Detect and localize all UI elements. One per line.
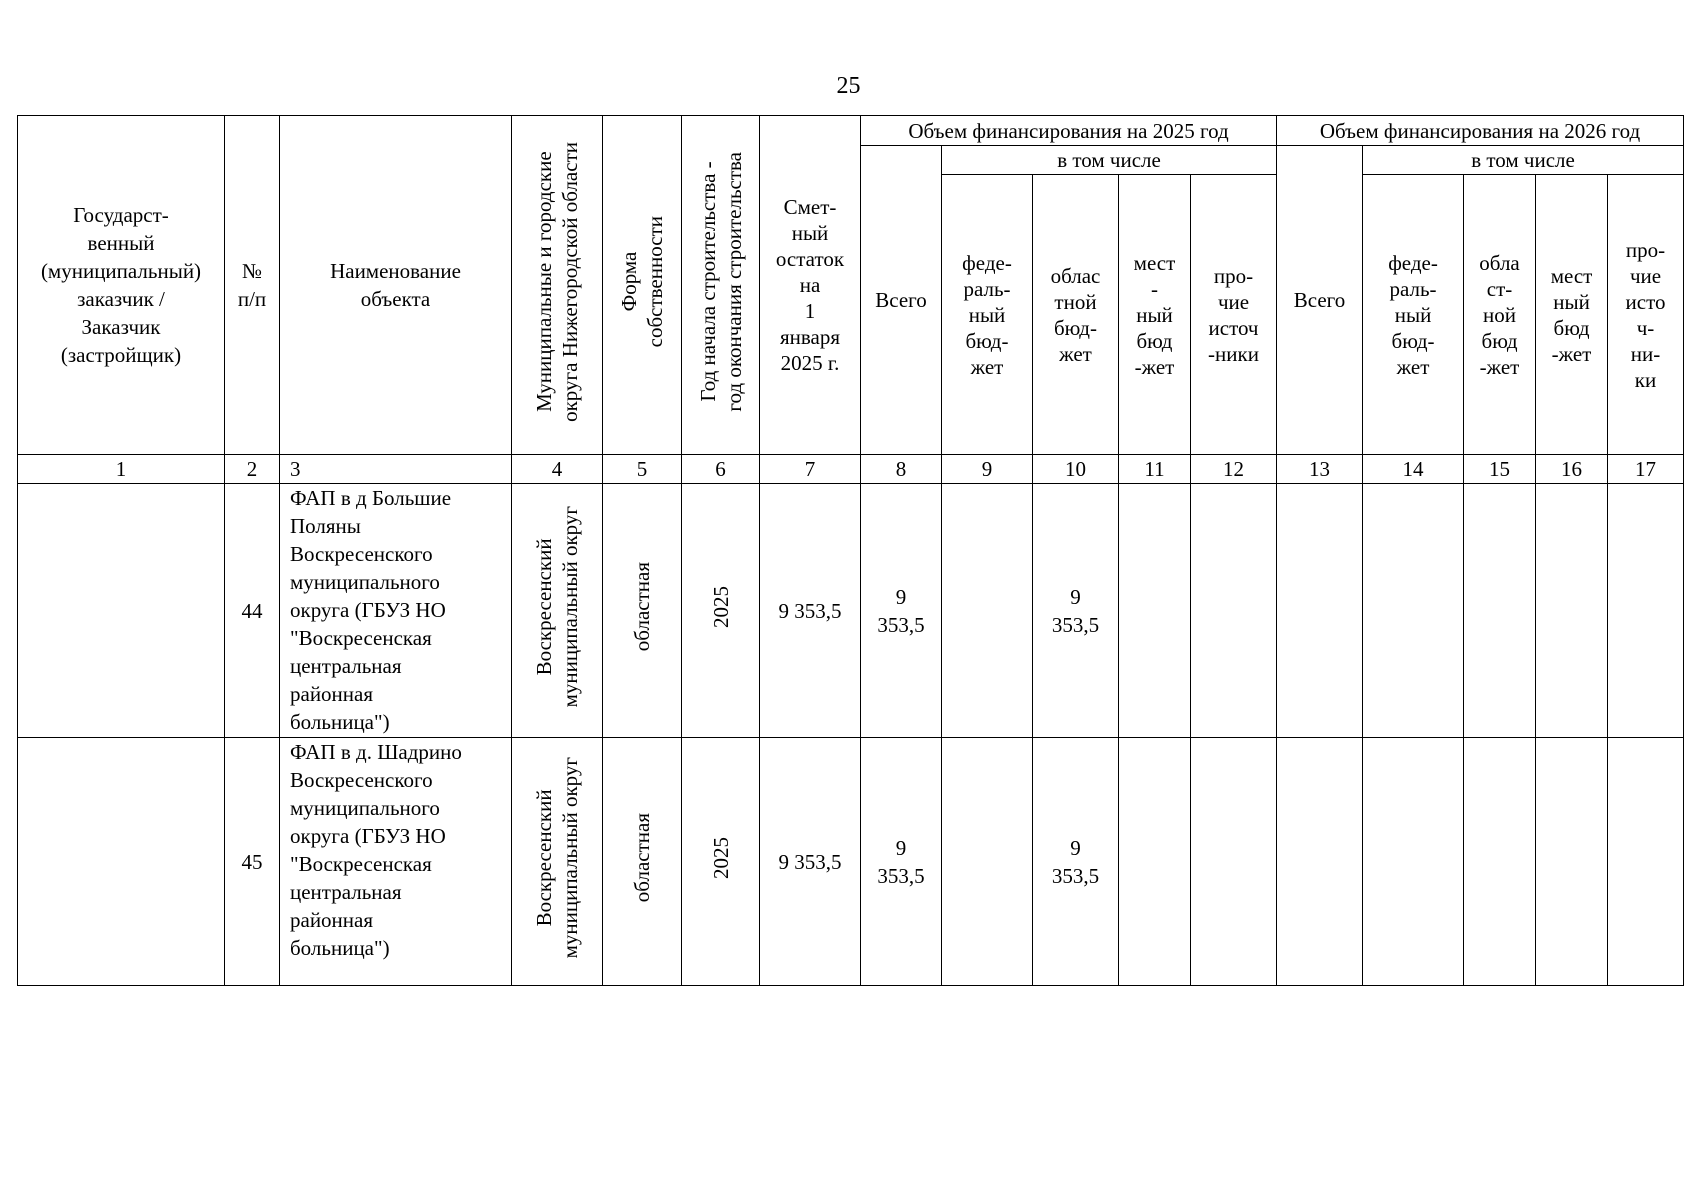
cell-object-name bbox=[280, 484, 512, 738]
header-local-2026 bbox=[1536, 175, 1608, 455]
header-other-2025 bbox=[1191, 175, 1277, 455]
cell-other-2026 bbox=[1608, 484, 1684, 738]
header-ownership-text: Форма собственности bbox=[617, 215, 667, 348]
cell-total-2025-text: 9 353,5 bbox=[877, 584, 925, 637]
column-numbers-row bbox=[18, 455, 1684, 484]
cell-federal-2025 bbox=[942, 738, 1033, 986]
column-number: 1 bbox=[18, 455, 225, 484]
header-local-2025 bbox=[1119, 175, 1191, 455]
table-row bbox=[18, 738, 1684, 986]
column-number: 10 bbox=[1033, 455, 1119, 484]
header-local-2026-text: мест ный бюд -жет bbox=[1550, 263, 1593, 366]
column-number: 13 bbox=[1277, 455, 1363, 484]
cell-regional-2025-text: 9 353,5 bbox=[1051, 584, 1100, 637]
header-regional-2026-text: обла ст- ной бюд -жет bbox=[1479, 250, 1520, 379]
cell-years bbox=[682, 738, 760, 986]
header-total-2026: Всего bbox=[1277, 146, 1363, 455]
header-customer bbox=[18, 116, 225, 455]
header-num-text: № п/п bbox=[237, 259, 267, 311]
header-years bbox=[682, 116, 760, 455]
cell-total-2026 bbox=[1277, 738, 1363, 986]
header-federal-2026 bbox=[1363, 175, 1464, 455]
cell-ownership bbox=[603, 484, 682, 738]
cell-regional-2025 bbox=[1033, 738, 1119, 986]
cell-object-name bbox=[280, 738, 512, 986]
cell-num: 44 bbox=[225, 484, 280, 738]
cell-years bbox=[682, 484, 760, 738]
header-municipal-text: Муниципальные и городские округа Нижегородской области bbox=[532, 141, 582, 422]
column-number: 8 bbox=[861, 455, 942, 484]
cell-federal-2026 bbox=[1363, 738, 1464, 986]
header-fin-2026: Объем финансирования на 2026 год bbox=[1277, 116, 1684, 146]
cell-municipal-text: Воскресенский муниципальный округ bbox=[532, 506, 582, 708]
header-including-2025: в том числе bbox=[942, 146, 1277, 175]
cell-total-2025 bbox=[861, 738, 942, 986]
cell-customer bbox=[18, 484, 225, 738]
cell-ownership bbox=[603, 738, 682, 986]
cell-regional-2026 bbox=[1464, 484, 1536, 738]
header-federal-2025-text: феде- раль- ный бюд- жет bbox=[962, 250, 1012, 379]
cell-total-2025 bbox=[861, 484, 942, 738]
header-name bbox=[280, 116, 512, 455]
column-number: 15 bbox=[1464, 455, 1536, 484]
column-number: 12 bbox=[1191, 455, 1277, 484]
cell-municipal bbox=[512, 484, 603, 738]
cell-regional-2026 bbox=[1464, 738, 1536, 986]
column-number: 11 bbox=[1119, 455, 1191, 484]
header-regional-2025 bbox=[1033, 175, 1119, 455]
cell-object-name-text: ФАП в д Большие Поляны Воскресенского муниципального округа (ГБУЗ НО "Воскресенская центральная районная больница") bbox=[290, 486, 452, 734]
header-federal-2026-text: феде- раль- ный бюд- жет bbox=[1388, 250, 1438, 379]
header-name-text: Наименование объекта bbox=[330, 259, 461, 311]
cell-estimate: 9 353,5 bbox=[760, 484, 861, 738]
cell-years-text: 2025 bbox=[708, 586, 733, 628]
header-including-2026: в том числе bbox=[1363, 146, 1684, 175]
cell-local-2026 bbox=[1536, 738, 1608, 986]
cell-total-2026 bbox=[1277, 484, 1363, 738]
column-number: 6 bbox=[682, 455, 760, 484]
cell-other-2026 bbox=[1608, 738, 1684, 986]
header-municipal bbox=[512, 116, 603, 455]
cell-other-2025 bbox=[1191, 738, 1277, 986]
cell-years-text: 2025 bbox=[708, 837, 733, 879]
header-estimate bbox=[760, 116, 861, 455]
column-number: 7 bbox=[760, 455, 861, 484]
cell-ownership-text: областная bbox=[630, 813, 654, 903]
header-other-2026-text: про- чие исто ч- ни- ки bbox=[1625, 237, 1666, 392]
header-ownership bbox=[603, 116, 682, 455]
header-local-2025-text: мест - ный бюд -жет bbox=[1133, 250, 1176, 379]
header-years-text: Год начала строительства - год окончания строительства bbox=[695, 151, 746, 412]
header-other-2026 bbox=[1608, 175, 1684, 455]
header-regional-2026 bbox=[1464, 175, 1536, 455]
column-number: 16 bbox=[1536, 455, 1608, 484]
column-number: 3 bbox=[280, 455, 512, 484]
header-federal-2025 bbox=[942, 175, 1033, 455]
cell-object-name-text: ФАП в д. Шадрино Воскресенского муниципального округа (ГБУЗ НО "Воскресенская центральная районная больница") bbox=[290, 740, 462, 960]
column-number: 17 bbox=[1608, 455, 1684, 484]
table-row bbox=[18, 484, 1684, 738]
cell-federal-2025 bbox=[942, 484, 1033, 738]
cell-regional-2025-text: 9 353,5 bbox=[1051, 835, 1100, 888]
cell-ownership-text: областная bbox=[630, 562, 654, 652]
cell-municipal-text: Воскресенский муниципальный округ bbox=[532, 757, 582, 959]
column-number: 9 bbox=[942, 455, 1033, 484]
cell-regional-2025 bbox=[1033, 484, 1119, 738]
cell-other-2025 bbox=[1191, 484, 1277, 738]
cell-federal-2026 bbox=[1363, 484, 1464, 738]
cell-local-2025 bbox=[1119, 484, 1191, 738]
cell-local-2026 bbox=[1536, 484, 1608, 738]
cell-total-2025-text: 9 353,5 bbox=[877, 835, 925, 888]
page-number: 25 bbox=[836, 73, 861, 99]
column-number: 14 bbox=[1363, 455, 1464, 484]
header-fin-2025: Объем финансирования на 2025 год bbox=[861, 116, 1277, 146]
header-estimate-text: Смет- ный остаток на 1 января 2025 г. bbox=[775, 195, 845, 375]
header-regional-2025-text: облас тной бюд- жет bbox=[1050, 263, 1101, 366]
header-customer-text: Государст- венный (муниципальный) заказчик / Заказчик (застройщик) bbox=[40, 203, 202, 367]
cell-local-2025 bbox=[1119, 738, 1191, 986]
column-number: 5 bbox=[603, 455, 682, 484]
column-number: 2 bbox=[225, 455, 280, 484]
cell-num: 45 bbox=[225, 738, 280, 986]
financing-table bbox=[17, 115, 1684, 986]
header-other-2025-text: про- чие источ -ники bbox=[1208, 263, 1259, 366]
cell-estimate: 9 353,5 bbox=[760, 738, 861, 986]
header-num bbox=[225, 116, 280, 455]
header-total-2025: Всего bbox=[861, 146, 942, 455]
header-row-top bbox=[18, 116, 1684, 146]
cell-customer bbox=[18, 738, 225, 986]
cell-municipal bbox=[512, 738, 603, 986]
column-number: 4 bbox=[512, 455, 603, 484]
